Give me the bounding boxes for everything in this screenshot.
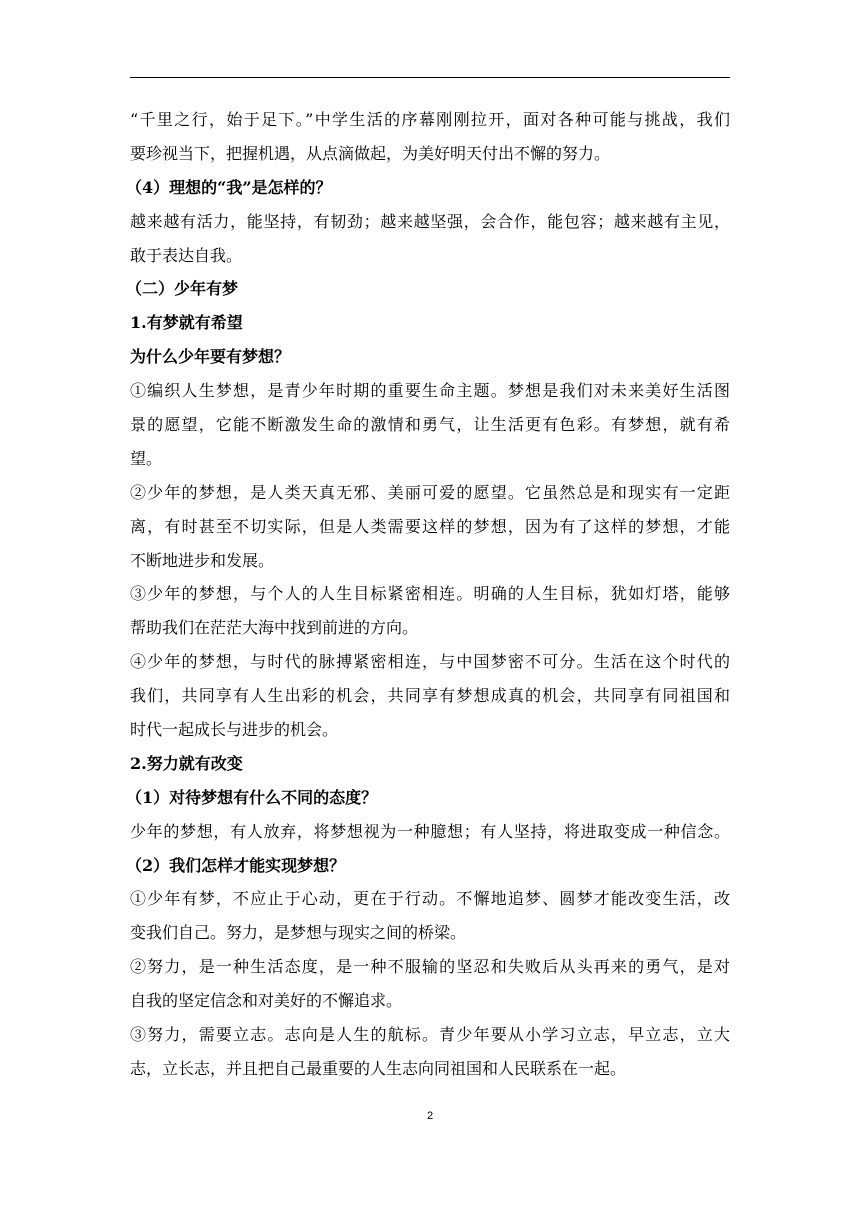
body-text-line: 不断地进步和发展。 xyxy=(130,550,275,570)
body-text-line: ③少年的梦想，与个人的人生目标紧密相连。明确的人生目标，犹如灯塔，能够 xyxy=(130,584,730,604)
section-heading: 1.有梦就有希望 xyxy=(130,313,243,333)
body-text-line: ④少年的梦想，与时代的脉搏紧密相连，与中国梦密不可分。生活在这个时代的 xyxy=(130,652,730,672)
body-text-line: 越来越有活力，能坚持，有韧劲；越来越坚强，会合作，能包容；越来越有主见， xyxy=(130,211,730,231)
page-number: 2 xyxy=(426,1110,434,1122)
body-text-line: ①编织人生梦想，是青少年时期的重要生命主题。梦想是我们对未来美好生活图 xyxy=(130,381,730,401)
section-heading: （二）少年有梦 xyxy=(126,279,239,299)
body-text-line: 敢于表达自我。 xyxy=(130,245,243,265)
header-rule xyxy=(130,77,730,78)
body-text-line: 变我们自己。努力，是梦想与现实之间的桥梁。 xyxy=(130,923,467,943)
body-text-line: 离，有时甚至不切实际，但是人类需要这样的梦想，因为有了这样的梦想，才能 xyxy=(130,516,730,536)
body-text-line: 望。 xyxy=(130,448,163,468)
document-body xyxy=(126,103,730,1086)
body-text-line: ②努力，是一种生活态度，是一种不服输的坚忍和失败后从头再来的勇气，是对 xyxy=(130,957,730,977)
body-text-line: 志，立长志，并且把自己最重要的人生志向同祖国和人民联系在一起。 xyxy=(130,1058,627,1078)
body-text-line: ③努力，需要立志。志向是人生的航标。青少年要从小学习立志，早立志，立大 xyxy=(130,1025,730,1045)
body-text-line: ②少年的梦想，是人类天真无邪、美丽可爱的愿望。它虽然总是和现实有一定距 xyxy=(130,482,730,502)
body-text-line: 要珍视当下，把握机遇，从点滴做起，为美好明天付出不懈的努力。 xyxy=(130,143,611,163)
body-text-line: 我们，共同享有人生出彩的机会，共同享有梦想成真的机会，共同享有同祖国和 xyxy=(130,686,730,706)
body-text-line: 景的愿望，它能不断激发生命的激情和勇气，让生活更有色彩。有梦想，就有希 xyxy=(130,415,730,435)
body-text-line: 帮助我们在茫茫大海中找到前进的方向。 xyxy=(130,618,419,638)
body-text-line: “千里之行，始于足下。”中学生活的序幕刚刚拉开，面对各种可能与挑战，我们 xyxy=(130,110,730,129)
body-text-line: 自我的坚定信念和对美好的不懈追求。 xyxy=(130,991,403,1011)
section-heading: （1）对待梦想有什么不同的态度？ xyxy=(126,787,378,807)
section-heading: 为什么少年要有梦想？ xyxy=(130,347,291,367)
section-heading: （4）理想的“我”是怎样的？ xyxy=(126,177,332,197)
section-heading: 2.努力就有改变 xyxy=(130,753,243,773)
section-heading: （2）我们怎样才能实现梦想？ xyxy=(126,855,346,875)
body-text-line: 少年的梦想，有人放弃，将梦想视为一种臆想；有人坚持，将进取变成一种信念。 xyxy=(130,821,730,841)
body-text-line: 时代一起成长与进步的机会。 xyxy=(130,720,339,740)
body-text-line: ①少年有梦，不应止于心动，更在于行动。不懈地追梦、圆梦才能改变生活，改 xyxy=(130,889,730,909)
